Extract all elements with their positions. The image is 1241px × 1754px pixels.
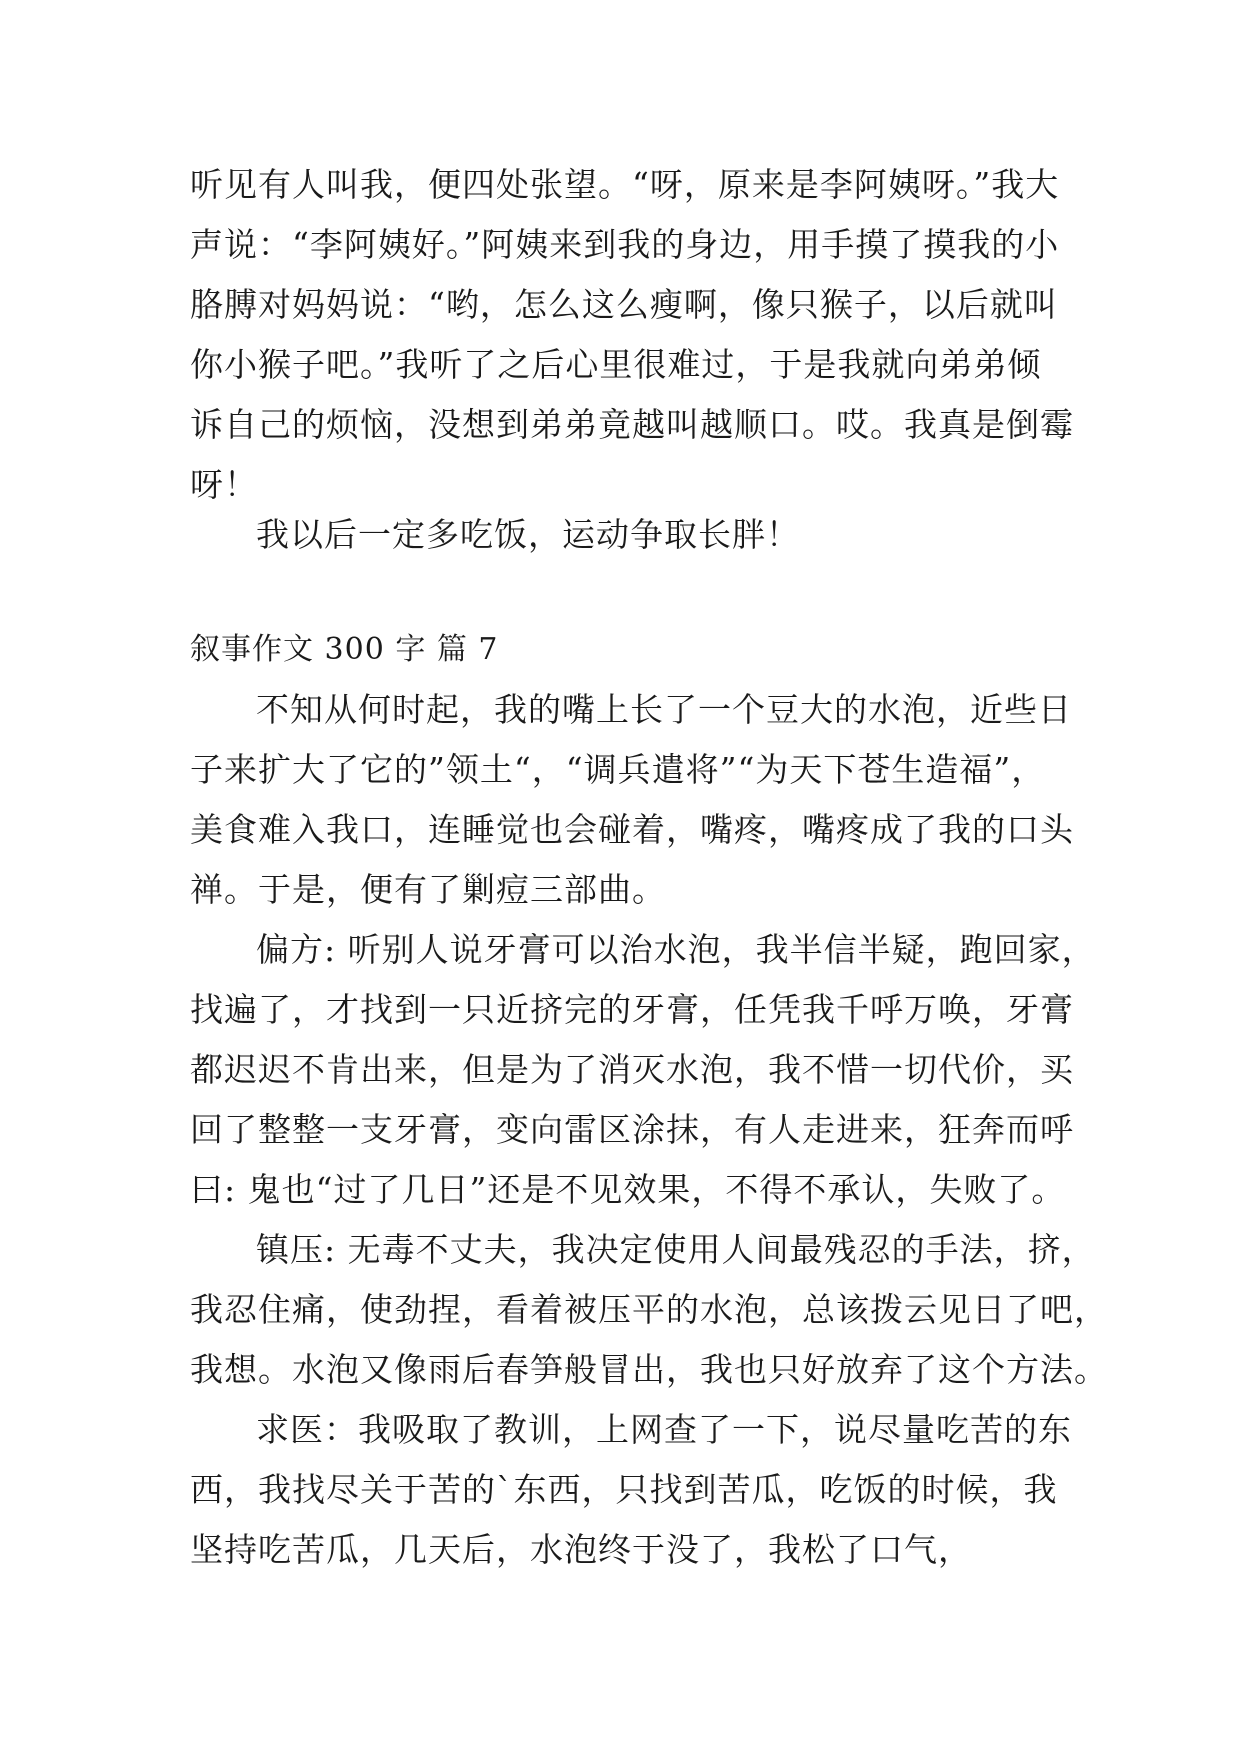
paragraph-2 — [190, 920, 1096, 1220]
paragraph-line: 坚持吃苦瓜，几天后，水泡终于没了，我松了口气， — [190, 1530, 972, 1569]
paragraph-line: 你小猴子吧。”我听了之后心里很难过，于是我就向弟弟倾 — [190, 345, 1042, 384]
paragraph-line: 声说：“李阿姨好。”阿姨来到我的身边，用手摸了摸我的小 — [190, 225, 1060, 264]
paragraph-line: 子来扩大了它的”领土“，“调兵遣将”“为天下苍生造福”， — [190, 750, 1046, 789]
paragraph-line: 呀！ — [190, 465, 258, 504]
paragraph-line: 镇压: 无毒不丈夫，我决定使用人间最残忍的手法，挤， — [256, 1230, 1096, 1269]
paragraph-1 — [190, 680, 1074, 920]
paragraph-line: 找遍了，才找到一只近挤完的牙膏，任凭我千呼万唤，牙膏 — [190, 990, 1074, 1029]
paragraph-line: 我想。水泡又像雨后春笋般冒出，我也只好放弃了这个方法。 — [190, 1350, 1108, 1389]
paragraph-line: 诉自己的烦恼，没想到弟弟竟越叫越顺口。哎。我真是倒霉 — [190, 405, 1074, 444]
continuation-paragraph — [190, 155, 1074, 515]
paragraph-line: 西，我找尽关于苦的`东西，只找到苦瓜，吃饭的时候，我 — [190, 1470, 1058, 1509]
closing-paragraph — [190, 505, 1070, 565]
paragraph-line: 曰: 鬼也“过了几日”还是不见效果，不得不承认，失败了。 — [190, 1170, 1066, 1209]
paragraph-line: 偏方: 听别人说牙膏可以治水泡，我半信半疑，跑回家， — [256, 930, 1096, 969]
paragraph-line: 美食难入我口，连睡觉也会碰着，嘴疼，嘴疼成了我的口头 — [190, 810, 1074, 849]
paragraph-line: 回了整整一支牙膏，变向雷区涂抹，有人走进来，狂奔而呼 — [190, 1110, 1074, 1149]
paragraph-line: 禅。于是，便有了剿痘三部曲。 — [190, 870, 666, 909]
paragraph-line: 我忍住痛，使劲捏，看着被压平的水泡，总该拨云见日了吧， — [190, 1290, 1108, 1329]
paragraph-line: 我以后一定多吃饭，运动争取长胖！ — [256, 515, 800, 554]
paragraph-line: 胳膊对妈妈说：“哟，怎么这么瘦啊，像只猴子，以后就叫 — [190, 285, 1058, 324]
paragraph-3 — [190, 1220, 1108, 1400]
paragraph-line: 不知从何时起，我的嘴上长了一个豆大的水泡，近些日 — [256, 690, 1072, 729]
section-title: 叙事作文 300 字 篇 7 — [190, 632, 499, 667]
paragraph-line: 都迟迟不肯出来，但是为了消灭水泡，我不惜一切代价，买 — [190, 1050, 1074, 1089]
paragraph-line: 听见有人叫我，便四处张望。“呀，原来是李阿姨呀。”我大 — [190, 165, 1060, 204]
paragraph-line: 求医：我吸取了教训，上网查了一下，说尽量吃苦的东 — [256, 1410, 1072, 1449]
paragraph-4 — [190, 1400, 1070, 1580]
